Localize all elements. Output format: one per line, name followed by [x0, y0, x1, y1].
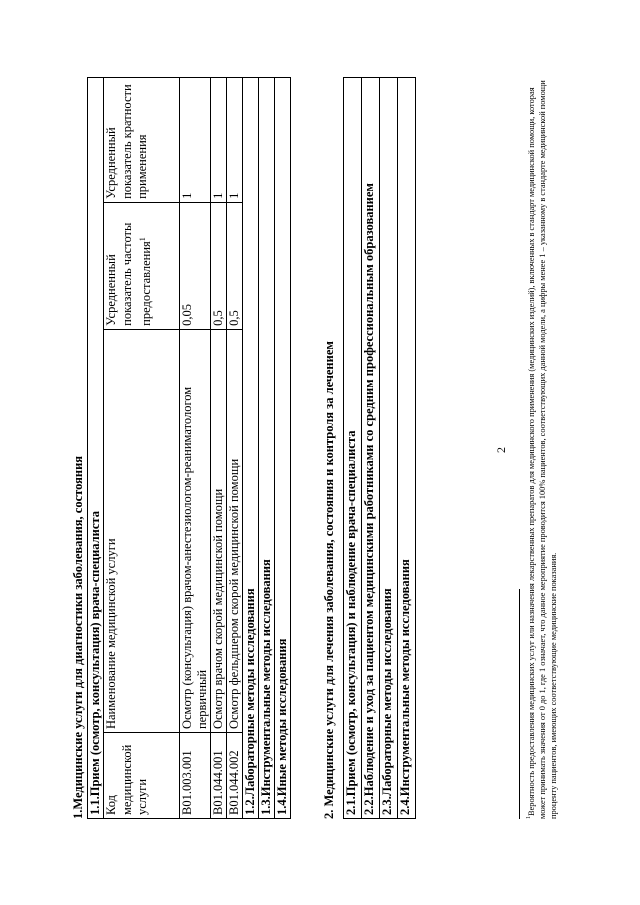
subsection-1-4: 1.4.Иные методы исследования	[275, 78, 291, 819]
table-row	[243, 78, 259, 819]
header-name: Наименование медицинской услуги	[104, 329, 180, 732]
table-row	[211, 78, 227, 819]
subsection-1-2: 1.2.Лабораторные методы исследования	[243, 78, 259, 819]
subsection-2-2: 2.2.Наблюдение и уход за пациентом медицинскими работниками со средним профессиональным образованием	[362, 78, 380, 819]
footnote-text: Вероятность предоставления медицинских услуг или назначения лекарственных препаратов для медицинского применения (медицинских изделий), включенных в стандарт медицинской помощи, которая может принимать значения от 0 до 1, где 1 означает, что данное мероприятие проводится 100% пациентов, соответствующих данной модели, а цифры менее 1 – указанному в стандарте медицинской помощи проценту пациентов, имеющих соответствующие медицинские показания.	[526, 80, 558, 819]
header-code: Код медицинской услуги	[104, 733, 180, 819]
table-row	[380, 78, 398, 819]
header-row	[104, 78, 180, 819]
row-code: B01.003.001	[180, 733, 211, 819]
header-frequency	[104, 202, 180, 329]
row-frequency: 0,05	[180, 202, 211, 329]
row-code: B01.044.001	[211, 733, 227, 819]
subsection-1-3: 1.3.Инструментальные методы исследования	[259, 78, 275, 819]
diagnostics-table	[87, 77, 291, 819]
table-row	[227, 78, 243, 819]
row-name: Осмотр врачом скорой медицинской помощи	[211, 329, 227, 732]
footnote-mark: 1	[138, 237, 147, 242]
row-code: B01.044.002	[227, 733, 243, 819]
row-frequency: 0,5	[211, 202, 227, 329]
header-multiplicity: Усредненный показатель кратности применения	[104, 78, 180, 203]
row-frequency: 0,5	[227, 202, 243, 329]
footnote-number: 1	[526, 816, 532, 819]
table-row	[180, 78, 211, 819]
table-row	[88, 78, 104, 819]
section1-title: 1.Медицинские услуги для диагностики заболевания, состояния	[71, 455, 85, 819]
row-multiplicity: 1	[227, 78, 243, 203]
row-multiplicity: 1	[211, 78, 227, 203]
subsection-1-1: 1.1.Прием (осмотр, консультация) врача-специалиста	[88, 78, 104, 819]
page-number: 2	[494, 447, 508, 453]
footnote	[524, 77, 559, 819]
table-row	[259, 78, 275, 819]
table-row	[362, 78, 380, 819]
row-name: Осмотр фельдшером скорой медицинской помощи	[227, 329, 243, 732]
header-frequency-text: Усредненный показатель частоты предоставления	[104, 222, 154, 326]
table-row	[275, 78, 291, 819]
treatment-table	[343, 77, 416, 819]
row-name: Осмотр (консультация) врачом-анестезиологом-реаниматологом первичный	[180, 329, 211, 732]
section2-title: 2. Медицинские услуги для лечения заболевания, состояния и контроля за лечением	[322, 341, 336, 819]
subsection-2-3: 2.3.Лабораторные методы исследования	[380, 78, 398, 819]
footnote-separator	[519, 589, 520, 819]
row-multiplicity: 1	[180, 78, 211, 203]
table-row	[344, 78, 362, 819]
subsection-2-1: 2.1.Прием (осмотр, консультация) и наблюдение врача-специалиста	[344, 78, 362, 819]
subsection-2-4: 2.4.Инструментальные методы исследования	[398, 78, 416, 819]
table-row	[398, 78, 416, 819]
